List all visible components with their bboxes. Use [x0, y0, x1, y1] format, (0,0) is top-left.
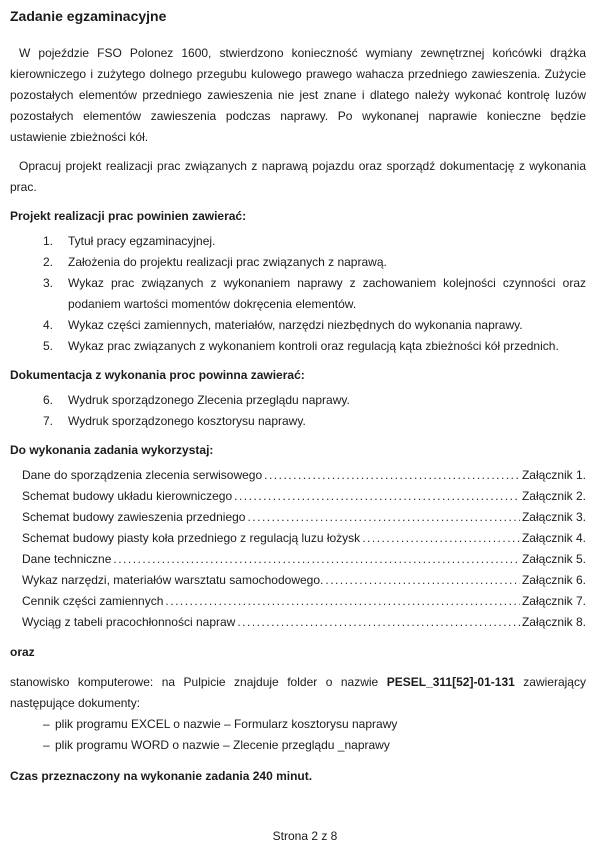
- list-item-number: 6.: [43, 393, 54, 407]
- list-item: [43, 390, 586, 411]
- attachment-ref: Załącznik 6.: [521, 573, 586, 587]
- list-item-number: 5.: [43, 339, 54, 353]
- list-item: [43, 315, 586, 336]
- dot-leader: [165, 591, 520, 612]
- list-item-number: 1.: [43, 234, 54, 248]
- attachment-label: Cennik części zamiennych: [22, 594, 164, 608]
- dot-leader: [113, 549, 520, 570]
- attachment-ref: Załącznik 8.: [521, 615, 586, 629]
- attachment-row: [22, 528, 586, 549]
- list-item-text: Założenia do projektu realizacji prac związanych z naprawą.: [68, 255, 387, 269]
- list-item: [43, 273, 586, 315]
- list-item-number: 4.: [43, 318, 54, 332]
- dot-leader: [325, 570, 520, 591]
- list-item: [43, 411, 586, 432]
- attachment-ref: Załącznik 1.: [521, 468, 586, 482]
- dot-leader: [234, 486, 520, 507]
- attachment-ref: Załącznik 5.: [521, 552, 586, 566]
- documentation-section-heading: Dokumentacja z wykonania proc powinna zawierać:: [10, 368, 305, 382]
- dash-bullet: –: [43, 738, 50, 752]
- list-item-text: Wykaz prac związanych z wykonaniem kontroli oraz regulacją kąta zbieżności kół przednich.: [68, 339, 559, 353]
- project-list: [10, 231, 586, 357]
- attachment-row: [22, 465, 586, 486]
- file-item: [43, 735, 586, 756]
- attachment-label: Dane techniczne: [22, 552, 112, 566]
- folder-name: PESEL_311[52]-01-131: [386, 675, 515, 689]
- attachment-row: [22, 486, 586, 507]
- attachment-row: [22, 612, 586, 633]
- dot-leader: [362, 528, 520, 549]
- file-list: [43, 714, 586, 756]
- documentation-list: [10, 390, 586, 432]
- dot-leader: [237, 612, 520, 633]
- workstation-text-prefix: stanowisko komputerowe: na Pulpicie znajduje folder o nazwie: [10, 675, 387, 689]
- list-item: [43, 252, 586, 273]
- dot-leader: [264, 465, 520, 486]
- attachment-label: Wyciąg z tabeli pracochłonności napraw: [22, 615, 236, 629]
- dot-leader: [247, 507, 520, 528]
- workstation-paragraph: [10, 672, 586, 714]
- list-item: [43, 336, 586, 357]
- intro-paragraph-2: Opracuj projekt realizacji prac związanych z naprawą pojazdu oraz sporządź dokumentację z wykonania prac.: [10, 159, 586, 194]
- page-title: Zadanie egzaminacyjne: [10, 8, 167, 24]
- list-item: [43, 231, 586, 252]
- footer-page-number: Strona 2 z 8: [272, 829, 338, 843]
- list-item-text: Wykaz prac związanych z wykonaniem naprawy z zachowaniem kolejności czynności oraz podaniem wartości momentów dokręcenia elementów.: [68, 276, 586, 311]
- file-item-text: plik programu WORD o nazwie – Zlecenie przeglądu _naprawy: [55, 738, 390, 752]
- file-item-text: plik programu EXCEL o nazwie – Formularz kosztorysu naprawy: [55, 717, 398, 731]
- attachment-label: Schemat budowy zawieszenia przedniego: [22, 510, 246, 524]
- attachment-label: Wykaz narzędzi, materiałów warsztatu samochodowego.: [22, 573, 324, 587]
- list-item-text: Wykaz części zamiennych, materiałów, narzędzi niezbędnych do wykonania naprawy.: [68, 318, 523, 332]
- list-item-number: 7.: [43, 414, 54, 428]
- attachment-ref: Załącznik 3.: [521, 510, 586, 524]
- attachment-label: Schemat budowy piasty koła przedniego z regulacją luzu łożysk: [22, 531, 361, 545]
- attachment-row: [22, 570, 586, 591]
- list-item-text: Wydruk sporządzonego Zlecenia przeglądu naprawy.: [68, 393, 350, 407]
- attachment-list: [22, 465, 586, 633]
- attachment-label: Schemat budowy układu kierowniczego: [22, 489, 233, 503]
- list-item-number: 2.: [43, 255, 54, 269]
- dash-bullet: –: [43, 717, 50, 731]
- list-item-number: 3.: [43, 276, 54, 290]
- intro-paragraph-1: W pojeździe FSO Polonez 1600, stwierdzono konieczność wymiany zewnętrznej końcówki drążka kierowniczego i zużytego dolnego przegubu kulowego prawego wahacza przedniego zawieszenia. Zużycie pozostałych elementów przedniego zawieszenia nie jest znane i dlatego należy wykonać kontrolę luzów pozostałych elementów zawieszenia podczas naprawy. Po wykonanej naprawie konieczne będzie ustawienie zbieżności kół.: [10, 46, 586, 144]
- file-item: [43, 714, 586, 735]
- workstation-text-suffix: zawierający następujące dokumenty:: [10, 675, 586, 710]
- attachment-row: [22, 549, 586, 570]
- attachment-ref: Załącznik 7.: [521, 594, 586, 608]
- attachment-label: Dane do sporządzenia zlecenia serwisowego: [22, 468, 263, 482]
- attachment-ref: Załącznik 2.: [521, 489, 586, 503]
- attachment-row: [22, 591, 586, 612]
- attachment-ref: Załącznik 4.: [521, 531, 586, 545]
- oraz-label: oraz: [10, 645, 35, 659]
- list-item-text: Wydruk sporządzonego kosztorysu naprawy.: [68, 414, 306, 428]
- project-section-heading: Projekt realizacji prac powinien zawierać:: [10, 209, 247, 223]
- list-item-text: Tytuł pracy egzaminacyjnej.: [68, 234, 216, 248]
- time-note: Czas przeznaczony na wykonanie zadania 240 minut.: [10, 769, 313, 783]
- resources-section-heading: Do wykonania zadania wykorzystaj:: [10, 443, 214, 457]
- attachment-row: [22, 507, 586, 528]
